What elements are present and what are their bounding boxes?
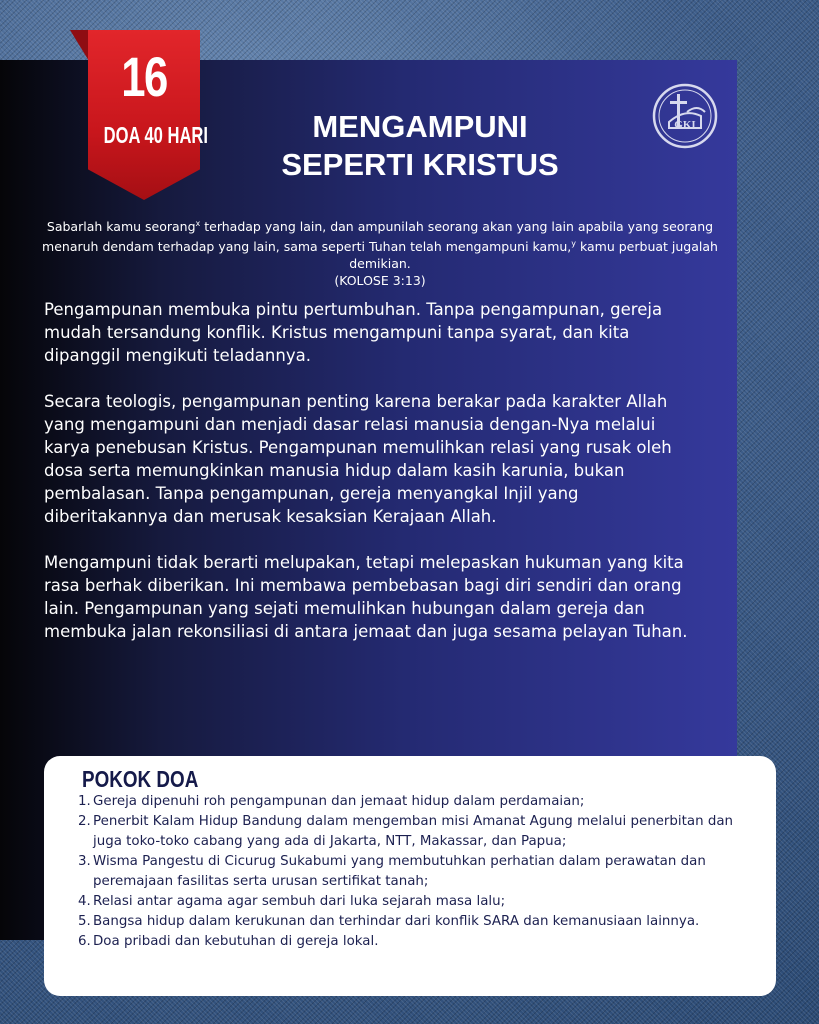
verse-text-1: Sabarlah kamu seorang: [46, 219, 196, 235]
prayer-points-card: [44, 756, 776, 996]
item-number: 3.: [78, 854, 91, 869]
item-text: Penerbit Kalam Hidup Bandung dalam mengemban misi Amanat Agung melalui penerbitan dan juga toko-toko cabang yang ada di Jakarta, NTT, Makassar, dan Papua;: [93, 814, 734, 849]
list-item: [78, 812, 748, 852]
item-number: 1.: [78, 794, 91, 809]
item-number: 5.: [78, 914, 91, 929]
list-item: [78, 932, 748, 952]
day-label: DOA 40 HARI: [103, 122, 208, 148]
item-text: Gereja dipenuhi roh pengampunan dan jemaat hidup dalam perdamaian;: [93, 794, 585, 809]
prayer-points-list: [78, 792, 748, 952]
body-paragraph: Mengampuni tidak berarti melupakan, tetapi melepaskan hukuman yang kita rasa berhak diberikan. Ini membawa pembebasan bagi diri sendiri dan orang lain. Pengampunan yang sejati memulihkan hubungan dalam gereja dan membuka jalan rekonsiliasi di antara jemaat dan juga sesama pelayan Tuhan.: [44, 553, 688, 641]
item-text: Wisma Pangestu di Cicurug Sukabumi yang membutuhkan perhatian dalam perawatan dan peremajaan fasilitas serta urusan sertifikat tanah;: [93, 854, 706, 889]
item-text: Relasi antar agama agar sembuh dari luka sejarah masa lalu;: [93, 894, 506, 909]
item-text: Doa pribadi dan kebutuhan di gereja lokal.: [93, 934, 379, 949]
list-item: [78, 852, 748, 892]
verse-footnote-x: x: [195, 219, 201, 228]
list-item: [78, 912, 748, 932]
item-number: 6.: [78, 934, 91, 949]
svg-text:GKI: GKI: [674, 119, 696, 131]
page-title: [250, 108, 590, 184]
church-logo-icon: [651, 82, 719, 150]
title-line-2: SEPERTI KRISTUS: [281, 147, 559, 182]
verse-text-2: terhadap yang lain, dan ampunilah seorang akan yang lain apabila yang seorang menaruh dendam terhadap yang lain, sama seperti Tuhan telah mengampuni kamu,: [42, 219, 714, 255]
list-item: [78, 792, 748, 812]
item-number: 2.: [78, 814, 91, 829]
prayer-points-title: POKOK DOA: [82, 766, 199, 792]
day-number: 16: [121, 45, 167, 108]
verse-text-3: kamu perbuat jugalah demikian.: [349, 239, 718, 272]
body-paragraph: Pengampunan membuka pintu pertumbuhan. Tanpa pengampunan, gereja mudah tersandung konflik. Kristus mengampuni tanpa syarat, dan kita dipanggil mengikuti teladannya.: [44, 300, 663, 365]
item-number: 4.: [78, 894, 91, 909]
bible-verse: [40, 215, 720, 289]
list-item: [78, 892, 748, 912]
title-line-1: MENGAMPUNI: [312, 109, 528, 144]
verse-footnote-y: y: [571, 239, 577, 249]
verse-reference: (KOLOSE 3:13): [334, 273, 426, 289]
body-paragraph: Secara teologis, pengampunan penting karena berakar pada karakter Allah yang mengampuni dan menjadi dasar relasi manusia dengan-Nya melalui karya penebusan Kristus. Pengampunan memulihkan relasi yang rusak oleh dosa serta memungkinkan manusia hidup dalam kasih karunia, bukan pembalasan. Tanpa pengampunan, gereja menyangkal Injil yang diberitakannya dan merusak kesaksian Kerajaan Allah.: [44, 392, 672, 526]
devotional-body: [44, 298, 704, 666]
item-text: Bangsa hidup dalam kerukunan dan terhindar dari konflik SARA dan kemanusiaan lainnya.: [93, 914, 700, 929]
